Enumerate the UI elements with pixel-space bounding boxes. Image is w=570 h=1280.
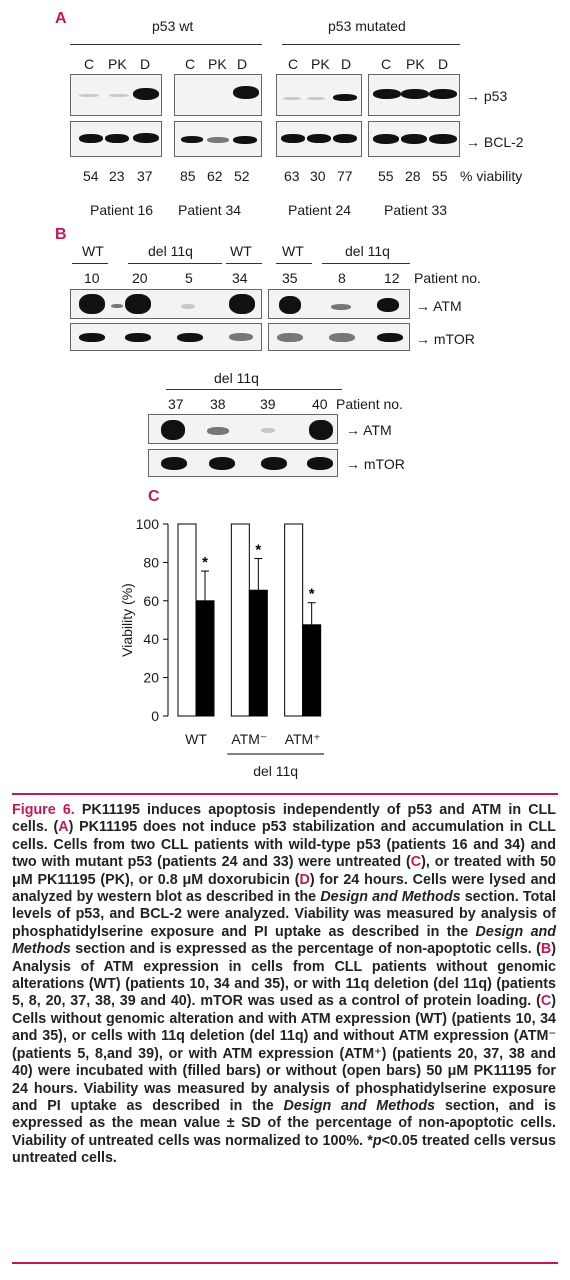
lane-label: C — [84, 56, 95, 72]
caption-text: section, and is expressed as the mean value ± SD of the percentage of non-apoptotic cells. Viability of untreated cells was normalized to 100%. * — [12, 1097, 556, 1149]
viability-value: 30 — [310, 168, 326, 184]
y-tick-label: 100 — [135, 516, 159, 532]
bar-treated — [249, 590, 267, 716]
caption-text: section. Total levels of p53, and BCL-2 were analyzed. Viability was measured by analysis of phosphatidylserine exposure and PI uptake as described in the — [12, 889, 556, 940]
arrow-label-atm: → ATM — [416, 298, 462, 314]
patient-number: 8 — [338, 270, 346, 286]
viability-value: 55 — [378, 168, 394, 184]
arrow-label-p53: → p53 — [466, 88, 508, 104]
viability-value: 54 — [83, 168, 99, 184]
group-label-p53-wt: p53 wt — [152, 18, 194, 34]
patient-label: Patient 34 — [178, 202, 242, 218]
patient-number: 20 — [132, 270, 148, 286]
bar-treated — [303, 625, 321, 716]
patient-number: 40 — [312, 396, 328, 412]
lane-label: C — [185, 56, 196, 72]
group-label-del11q: del 11q — [148, 243, 193, 259]
bar-untreated — [285, 524, 303, 716]
lane-label: PK — [208, 56, 227, 72]
caption-italic: Design and Methods — [320, 889, 461, 906]
y-tick-label: 80 — [143, 554, 159, 571]
lane-label: D — [341, 56, 352, 72]
figure-label: Figure 6. — [12, 802, 75, 818]
caption-italic: Design and Methods — [12, 923, 556, 958]
group-line — [226, 263, 262, 264]
patient-number: 37 — [168, 396, 184, 412]
group-label-del11q: del 11q — [214, 370, 259, 386]
y-tick-label: 0 — [151, 708, 159, 724]
lane-label: PK — [311, 56, 330, 72]
patient-number: 38 — [210, 396, 226, 412]
patient-number: 34 — [232, 270, 248, 286]
caption-text: ) for 24 hours. Cells were lysed and analyzed by western blot as described in the — [12, 871, 556, 906]
group-line — [72, 263, 108, 264]
caption-italic: p — [372, 1132, 382, 1149]
blot-atm-right — [268, 289, 410, 319]
blot-mtor-right — [268, 323, 410, 351]
caption-top-rule — [12, 793, 558, 795]
caption-text: PK11195 induces apoptosis independently of p53 and ATM in CLL cells. ( — [12, 802, 556, 836]
patient-number: 35 — [282, 270, 298, 286]
viability-value: 23 — [109, 168, 125, 184]
blot-p53-patient24 — [276, 74, 362, 116]
blot-bcl2-patient16 — [70, 121, 162, 157]
caption-ref: C — [410, 854, 422, 871]
group-line — [166, 389, 342, 390]
x-tick-label: ATM⁻ — [231, 731, 268, 747]
lane-label: C — [288, 56, 299, 72]
caption-ref: C — [540, 993, 552, 1010]
patient-number: 5 — [185, 270, 193, 286]
group-line — [322, 263, 410, 264]
patient-number: 10 — [84, 270, 100, 286]
group-label-wt: WT — [230, 243, 252, 259]
arrow-label-mtor: → mTOR — [416, 331, 475, 347]
viability-value: 37 — [137, 168, 153, 184]
viability-value: 55 — [432, 168, 448, 184]
caption-text: section and is expressed as the percentage of non-apoptotic cells. ( — [70, 941, 541, 958]
patient-label: Patient 24 — [288, 202, 352, 218]
blot-atm-left — [70, 289, 262, 319]
viability-bar-chart — [0, 500, 570, 800]
viability-value: 77 — [337, 168, 353, 184]
viability-value: 62 — [207, 168, 223, 184]
lane-label: PK — [406, 56, 425, 72]
caption-text: ), or treated with 50 μM PK11195 (PK), or 0.8 μM doxorubicin ( — [12, 854, 556, 888]
lane-label: D — [140, 56, 151, 72]
arrow-label-bcl2: → BCL-2 — [466, 134, 524, 150]
patient-label: Patient 16 — [90, 202, 154, 218]
blot-mtor-bottom — [148, 449, 338, 477]
x-tick-label: WT — [185, 731, 207, 747]
patient-number: 12 — [384, 270, 400, 286]
viability-value: 85 — [180, 168, 196, 184]
group-label-p53-mutated: p53 mutated — [328, 18, 406, 34]
caption-ref: B — [540, 941, 552, 958]
figure-caption — [12, 802, 556, 1168]
blot-p53-patient33 — [368, 74, 460, 116]
significance-star: * — [255, 541, 262, 559]
viability-value: 52 — [234, 168, 250, 184]
blot-bcl2-patient24 — [276, 121, 362, 157]
y-tick-label: 40 — [143, 631, 159, 648]
blot-bcl2-patient34 — [174, 121, 262, 157]
patient-label: Patient 33 — [384, 202, 448, 218]
caption-ref: D — [299, 871, 310, 888]
group-line-wt — [70, 44, 262, 45]
group-line — [128, 263, 222, 264]
panel-b-letter: B — [55, 226, 67, 243]
significance-star: * — [308, 585, 315, 603]
group-label-wt: WT — [82, 243, 104, 259]
caption-text: ) Analysis of ATM expression in cells from CLL patients without genomic alterations (WT) (patients 10, 34 and 35), or with 11q deletion (del 11q) (patients 5, 8, 20, 37, 38, 39 and 40). mTOR was used as a control of protein loading. ( — [12, 941, 556, 1010]
patient-no-label: Patient no. — [414, 270, 481, 286]
blot-p53-patient16 — [70, 74, 162, 116]
y-axis-label: Viability (%) — [119, 583, 135, 657]
bar-treated — [196, 601, 214, 716]
blot-atm-bottom — [148, 414, 338, 444]
blot-p53-patient34 — [174, 74, 262, 116]
patient-no-label: Patient no. — [336, 396, 403, 412]
lane-label: D — [438, 56, 449, 72]
viability-value: 28 — [405, 168, 421, 184]
caption-text: <0.05 treated cells versus untreated cells. — [12, 1132, 556, 1167]
panel-a-letter: A — [55, 10, 67, 27]
y-tick-label: 60 — [143, 592, 159, 609]
bar-untreated — [231, 524, 249, 716]
blot-bcl2-patient33 — [368, 121, 460, 157]
bar-untreated — [178, 524, 196, 716]
x-axis-label: del 11q — [253, 763, 299, 779]
lane-label: D — [237, 56, 248, 72]
lane-label: PK — [108, 56, 127, 72]
y-tick-label: 20 — [143, 669, 159, 686]
caption-ref: A — [58, 819, 69, 836]
caption-text: ) Cells without genomic alteration and with ATM expression (WT) (patients 10, 34 and 35), or cells with 11q deletion (del 11q) and without ATM expression (ATM⁻ (patients 5, 8,and 39), or with ATM expression (ATM⁺) (patients 20, 37, 38 and 40) were incubated with (filled bars) or without (open bars) 50 μM PK11195 for 24 hours. Viability was measured by analysis of phosphatidylserine exposure and PI uptake as described in the — [12, 993, 556, 1114]
arrow-label-atm: → ATM — [346, 422, 392, 438]
panel-c-letter: C — [148, 488, 160, 505]
patient-number: 39 — [260, 396, 276, 412]
viability-label: % viability — [460, 168, 523, 184]
caption-text: ) PK11195 does not induce p53 stabilization and accumulation in CLL cells. Cells from two CLL patients with wild-type p53 (patients 16 and 34) and two with mutant p53 (patients 24 and 33) were untreated ( — [12, 819, 556, 871]
caption-bottom-rule — [12, 1262, 558, 1264]
group-line-mutated — [282, 44, 460, 45]
lane-label: C — [381, 56, 392, 72]
x-tick-label: ATM⁺ — [284, 731, 321, 747]
caption-italic: Design and Methods — [283, 1097, 436, 1114]
group-label-wt: WT — [282, 243, 304, 259]
blot-mtor-left — [70, 323, 262, 351]
arrow-label-mtor: → mTOR — [346, 456, 405, 472]
significance-star: * — [202, 554, 208, 572]
viability-value: 63 — [284, 168, 300, 184]
group-label-del11q: del 11q — [345, 243, 390, 259]
group-line — [276, 263, 312, 264]
